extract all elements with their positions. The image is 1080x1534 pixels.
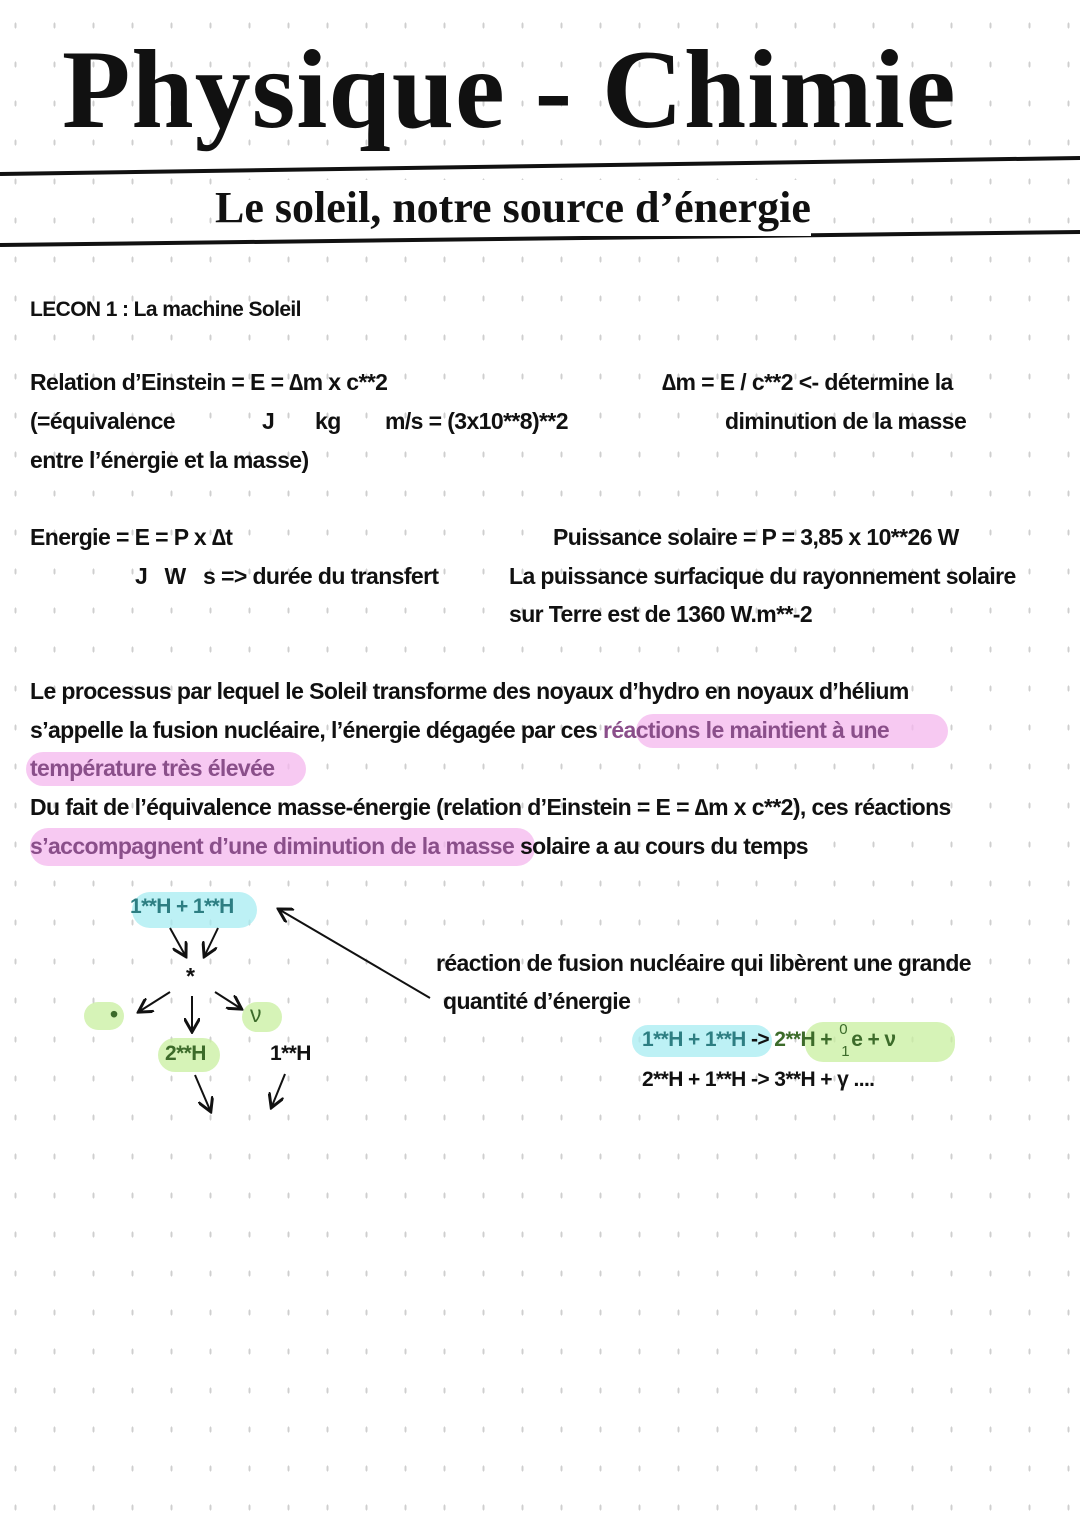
einstein-note: (=équivalence (30, 408, 175, 434)
energy-formula: Energie = E = P x ∆t (30, 524, 233, 550)
equation-arrow: -> (745, 1028, 775, 1051)
equation-reactants: 1**H + 1**H (642, 1028, 746, 1051)
einstein-note-2: entre l’énergie et la masse) (30, 447, 309, 473)
text: s’appelle la fusion nucléaire, l’énergie dégagée par ces (30, 717, 603, 743)
deuterium: 2**H (165, 1042, 206, 1065)
arrow (195, 1075, 210, 1110)
solar-power: Puissance solaire = P = 3,85 x 10**26 W (553, 524, 959, 550)
energy-units: J W s => durée du transfert (135, 563, 439, 589)
einstein-relation: Relation d’Einstein = E = ∆m x c**2 (30, 369, 388, 395)
unit-kg: kg (315, 408, 341, 434)
equation-product-2: e + ν (851, 1028, 896, 1051)
paragraph-line: Le processus par lequel le Soleil transforme des noyaux d’hydro en noyaux d’hélium (30, 678, 909, 704)
mass-formula: ∆m = E / c**2 <- détermine la (662, 369, 953, 395)
text: solaire a au cours du temps (514, 833, 808, 859)
highlighted-text: réactions le maintient à une (603, 717, 890, 743)
arrow (272, 1074, 285, 1106)
solar-irradiance-2: sur Terre est de 1360 W.m**-2 (509, 601, 813, 627)
mass-formula-note: diminution de la masse (725, 408, 967, 434)
unit-joule: J (262, 408, 275, 434)
equation-product: 2**H + (774, 1028, 838, 1051)
highlighted-text: s’accompagnent d’une diminution de la masse (30, 833, 515, 859)
solar-irradiance: La puissance surfacique du rayonnement solaire (509, 563, 1016, 589)
arrow (280, 910, 430, 998)
arrow (140, 992, 170, 1011)
arrow (170, 928, 185, 955)
highlighted-text: température très élevée (30, 755, 275, 781)
neutrino-symbol: ν (250, 1001, 261, 1027)
arrow (215, 992, 240, 1008)
paragraph-line: Du fait de l’équivalence masse-énergie (relation d’Einstein = E = ∆m x c**2), ces réactions (30, 794, 951, 820)
equation-1 (642, 1021, 896, 1060)
reaction-description-2: quantité d’énergie (443, 988, 631, 1014)
reactants: 1**H + 1**H (130, 895, 234, 918)
equation-2: 2**H + 1**H -> 3**H + γ .... (642, 1068, 875, 1091)
page-subtitle: Le soleil, notre source d’énergie (215, 180, 811, 236)
positron-symbol: • (110, 1001, 118, 1027)
lesson-heading: LECON 1 : La machine Soleil (30, 298, 301, 321)
proton: 1**H (270, 1042, 311, 1065)
reaction-description: réaction de fusion nucléaire qui libèrent une grande (436, 950, 971, 976)
arrow (205, 928, 218, 955)
speed-of-light: m/s = (3x10**8)**2 (385, 408, 568, 434)
charge-number: 0 (839, 1021, 847, 1038)
star-symbol: * (186, 963, 195, 989)
mass-number: 1 (841, 1043, 849, 1060)
page-title: Physique - Chimie (62, 28, 957, 152)
